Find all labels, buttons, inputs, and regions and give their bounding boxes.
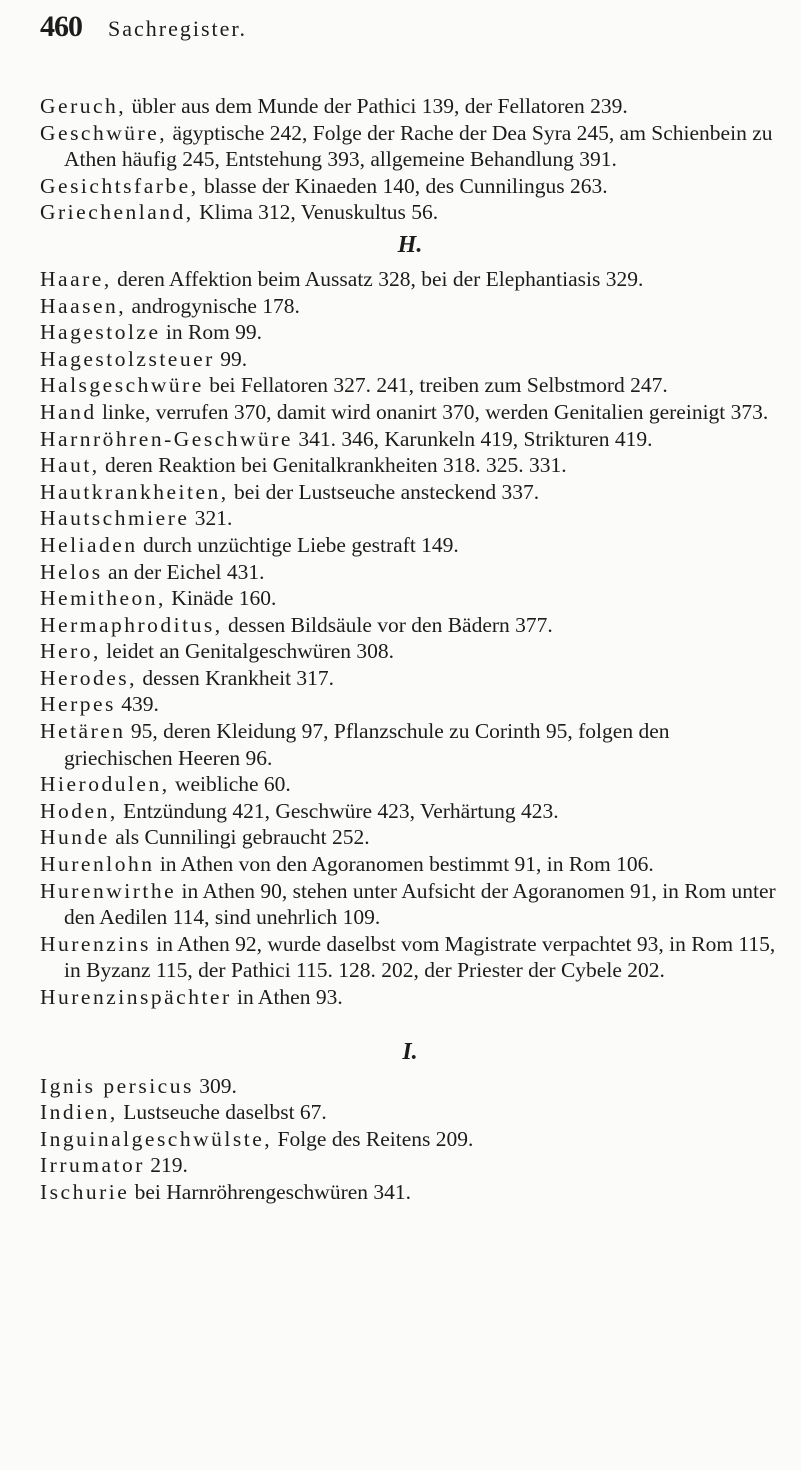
entry-keyword: Hemitheon, (40, 586, 166, 611)
index-entry (40, 665, 780, 692)
index-entry (40, 93, 780, 120)
entry-keyword: Hagestolze (40, 320, 161, 345)
entry-keyword: Hunde (40, 825, 110, 850)
page-header (40, 10, 247, 60)
entry-keyword: Helos (40, 559, 103, 584)
index-entry (40, 1179, 780, 1206)
page-number: 460 (40, 10, 82, 43)
entry-keyword: Griechenland, (40, 200, 194, 225)
entry-keyword: Hautschmiere (40, 506, 190, 531)
entry-keyword: Haare, (40, 266, 112, 291)
section-gap (40, 1011, 780, 1033)
entry-references: 341. 346, Karunkeln 419, Strikturen 419. (292, 426, 653, 451)
index-entry (40, 984, 780, 1011)
entry-keyword: Hierodulen, (40, 772, 170, 797)
index-entry (40, 426, 780, 453)
entry-references: 439. (115, 692, 159, 717)
entry-references: Lustseuche daselbst 67. (117, 1100, 327, 1125)
entry-keyword: Herodes, (40, 665, 138, 690)
entry-references: androgynische 178. (126, 293, 300, 318)
entry-keyword: Hurenzinspächter (40, 985, 232, 1009)
entry-keyword: Ignis persicus (40, 1073, 194, 1098)
entry-keyword: Geruch, (40, 94, 127, 118)
entry-references: bei Fellatoren 327. 241, treiben zum Selbstmord 247. (203, 373, 668, 398)
index-body (40, 93, 780, 1206)
entry-keyword: Hurenwirthe (40, 878, 177, 903)
index-entry (40, 691, 780, 718)
index-entry (40, 612, 780, 639)
entry-references: Folge des Reitens 209. (272, 1126, 474, 1151)
index-entry (40, 559, 780, 586)
index-entry (40, 399, 780, 426)
entry-keyword: Halsgeschwüre (40, 373, 204, 398)
index-entry (40, 173, 780, 200)
index-entry (40, 1152, 780, 1179)
entry-references: dessen Krankheit 317. (137, 665, 335, 690)
index-entry (40, 931, 780, 984)
index-entry (40, 120, 780, 173)
index-entry (40, 718, 780, 771)
index-entry (40, 293, 780, 320)
entry-keyword: Ischurie (40, 1179, 130, 1204)
entry-keyword: Heliaden (40, 532, 138, 557)
entry-references: deren Affektion beim Aussatz 328, bei der Elephantiasis 329. (111, 266, 644, 291)
entry-keyword: Hagestolzsteuer (40, 346, 215, 371)
index-entry (40, 319, 780, 346)
entry-keyword: Haasen, (40, 293, 127, 318)
entry-references: Klima 312, Venuskultus 56. (193, 200, 439, 225)
entry-keyword: Hurenlohn (40, 852, 155, 877)
index-entry (40, 1126, 780, 1153)
index-entry (40, 199, 780, 226)
index-entry (40, 585, 780, 612)
index-entry (40, 346, 780, 373)
index-entry (40, 878, 780, 931)
entry-references: bei Harnröhrengeschwüren 341. (129, 1179, 412, 1204)
entry-references: durch unzüchtige Liebe gestraft 149. (137, 532, 459, 557)
entry-keyword: Haut, (40, 453, 100, 478)
entry-keyword: Harnröhren-Geschwüre (40, 426, 293, 451)
entry-references: 99. (214, 346, 248, 371)
index-entry (40, 798, 780, 825)
entry-references: bei der Lustseuche ansteckend 337. (228, 479, 540, 504)
index-entry (40, 372, 780, 399)
index-entry (40, 505, 780, 532)
entry-references: 219. (144, 1153, 188, 1178)
entry-keyword: Hurenzins (40, 931, 151, 956)
entry-references: dessen Bildsäule vor den Bädern 377. (222, 612, 553, 637)
entry-keyword: Hand (40, 399, 97, 424)
entry-keyword: Irrumator (40, 1153, 145, 1178)
entry-references: 309. (193, 1073, 237, 1098)
entry-keyword: Hermaphroditus, (40, 612, 223, 637)
entry-keyword: Hoden, (40, 798, 118, 823)
entry-references: an der Eichel 431. (102, 559, 265, 584)
index-entry (40, 824, 780, 851)
section-letter: H. (397, 231, 423, 258)
entry-references: übler aus dem Munde der Pathici 139, der Fellatoren 239. (126, 94, 628, 118)
entry-keyword: Hero, (40, 639, 101, 664)
index-entry (40, 1099, 780, 1126)
entry-references: linke, verrufen 370, damit wird onanirt 370, werden Genitalien gereinigt 373. (96, 399, 769, 424)
entry-references: in Rom 99. (160, 320, 263, 345)
entry-keyword: Gesichtsfarbe, (40, 173, 199, 198)
entry-references: 321. (189, 506, 233, 531)
entry-references: blasse der Kinaeden 140, des Cunnilingus 263. (198, 173, 608, 198)
entry-references: als Cunnilingi gebraucht 252. (109, 825, 370, 850)
entry-references: leidet an Genitalgeschwüren 308. (100, 639, 394, 664)
entry-keyword: Hautkrankheiten, (40, 479, 229, 504)
entry-references: in Athen 90, stehen unter Aufsicht der Agoranomen 91, in Rom unter den Aedilen 114, sind unehrlich 109. (64, 878, 776, 930)
entry-keyword: Herpes (40, 692, 116, 717)
entry-references: ägyptische 242, Folge der Rache der Dea Syra 245, am Schienbein zu Athen häufig 245, Entstehung 393, allgemeine Behandlung 391. (64, 120, 773, 172)
section-letter: I. (402, 1038, 418, 1065)
entry-references: 95, deren Kleidung 97, Pflanzschule zu Corinth 95, folgen den griechischen Heeren 96. (64, 719, 670, 770)
entry-keyword: Inguinalgeschwülste, (40, 1126, 273, 1151)
entry-references: Kinäde 160. (165, 586, 277, 611)
index-entry (40, 266, 780, 293)
index-entry (40, 1073, 780, 1100)
index-entry (40, 532, 780, 559)
entry-keyword: Indien, (40, 1100, 118, 1125)
index-entry (40, 851, 780, 878)
entry-references: weibliche 60. (169, 772, 291, 797)
index-entry (40, 479, 780, 506)
running-head: Sachregister. (108, 16, 248, 41)
index-entry (40, 638, 780, 665)
entry-references: Entzündung 421, Geschwüre 423, Verhärtung 423. (117, 798, 559, 823)
entry-keyword: Geschwüre, (40, 120, 168, 145)
entry-references: in Athen 93. (231, 985, 343, 1009)
index-entry (40, 771, 780, 798)
entry-keyword: Hetären (40, 719, 126, 744)
entry-references: deren Reaktion bei Genitalkrankheiten 318. 325. 331. (99, 453, 567, 478)
entry-references: in Athen 92, wurde daselbst vom Magistrate verpachtet 93, in Rom 115, in Byzanz 115, der Pathici 115. 128. 202, der Priester der Cybele 202. (64, 931, 776, 983)
index-entry (40, 452, 780, 479)
entry-references: in Athen von den Agoranomen bestimmt 91, in Rom 106. (154, 852, 654, 877)
